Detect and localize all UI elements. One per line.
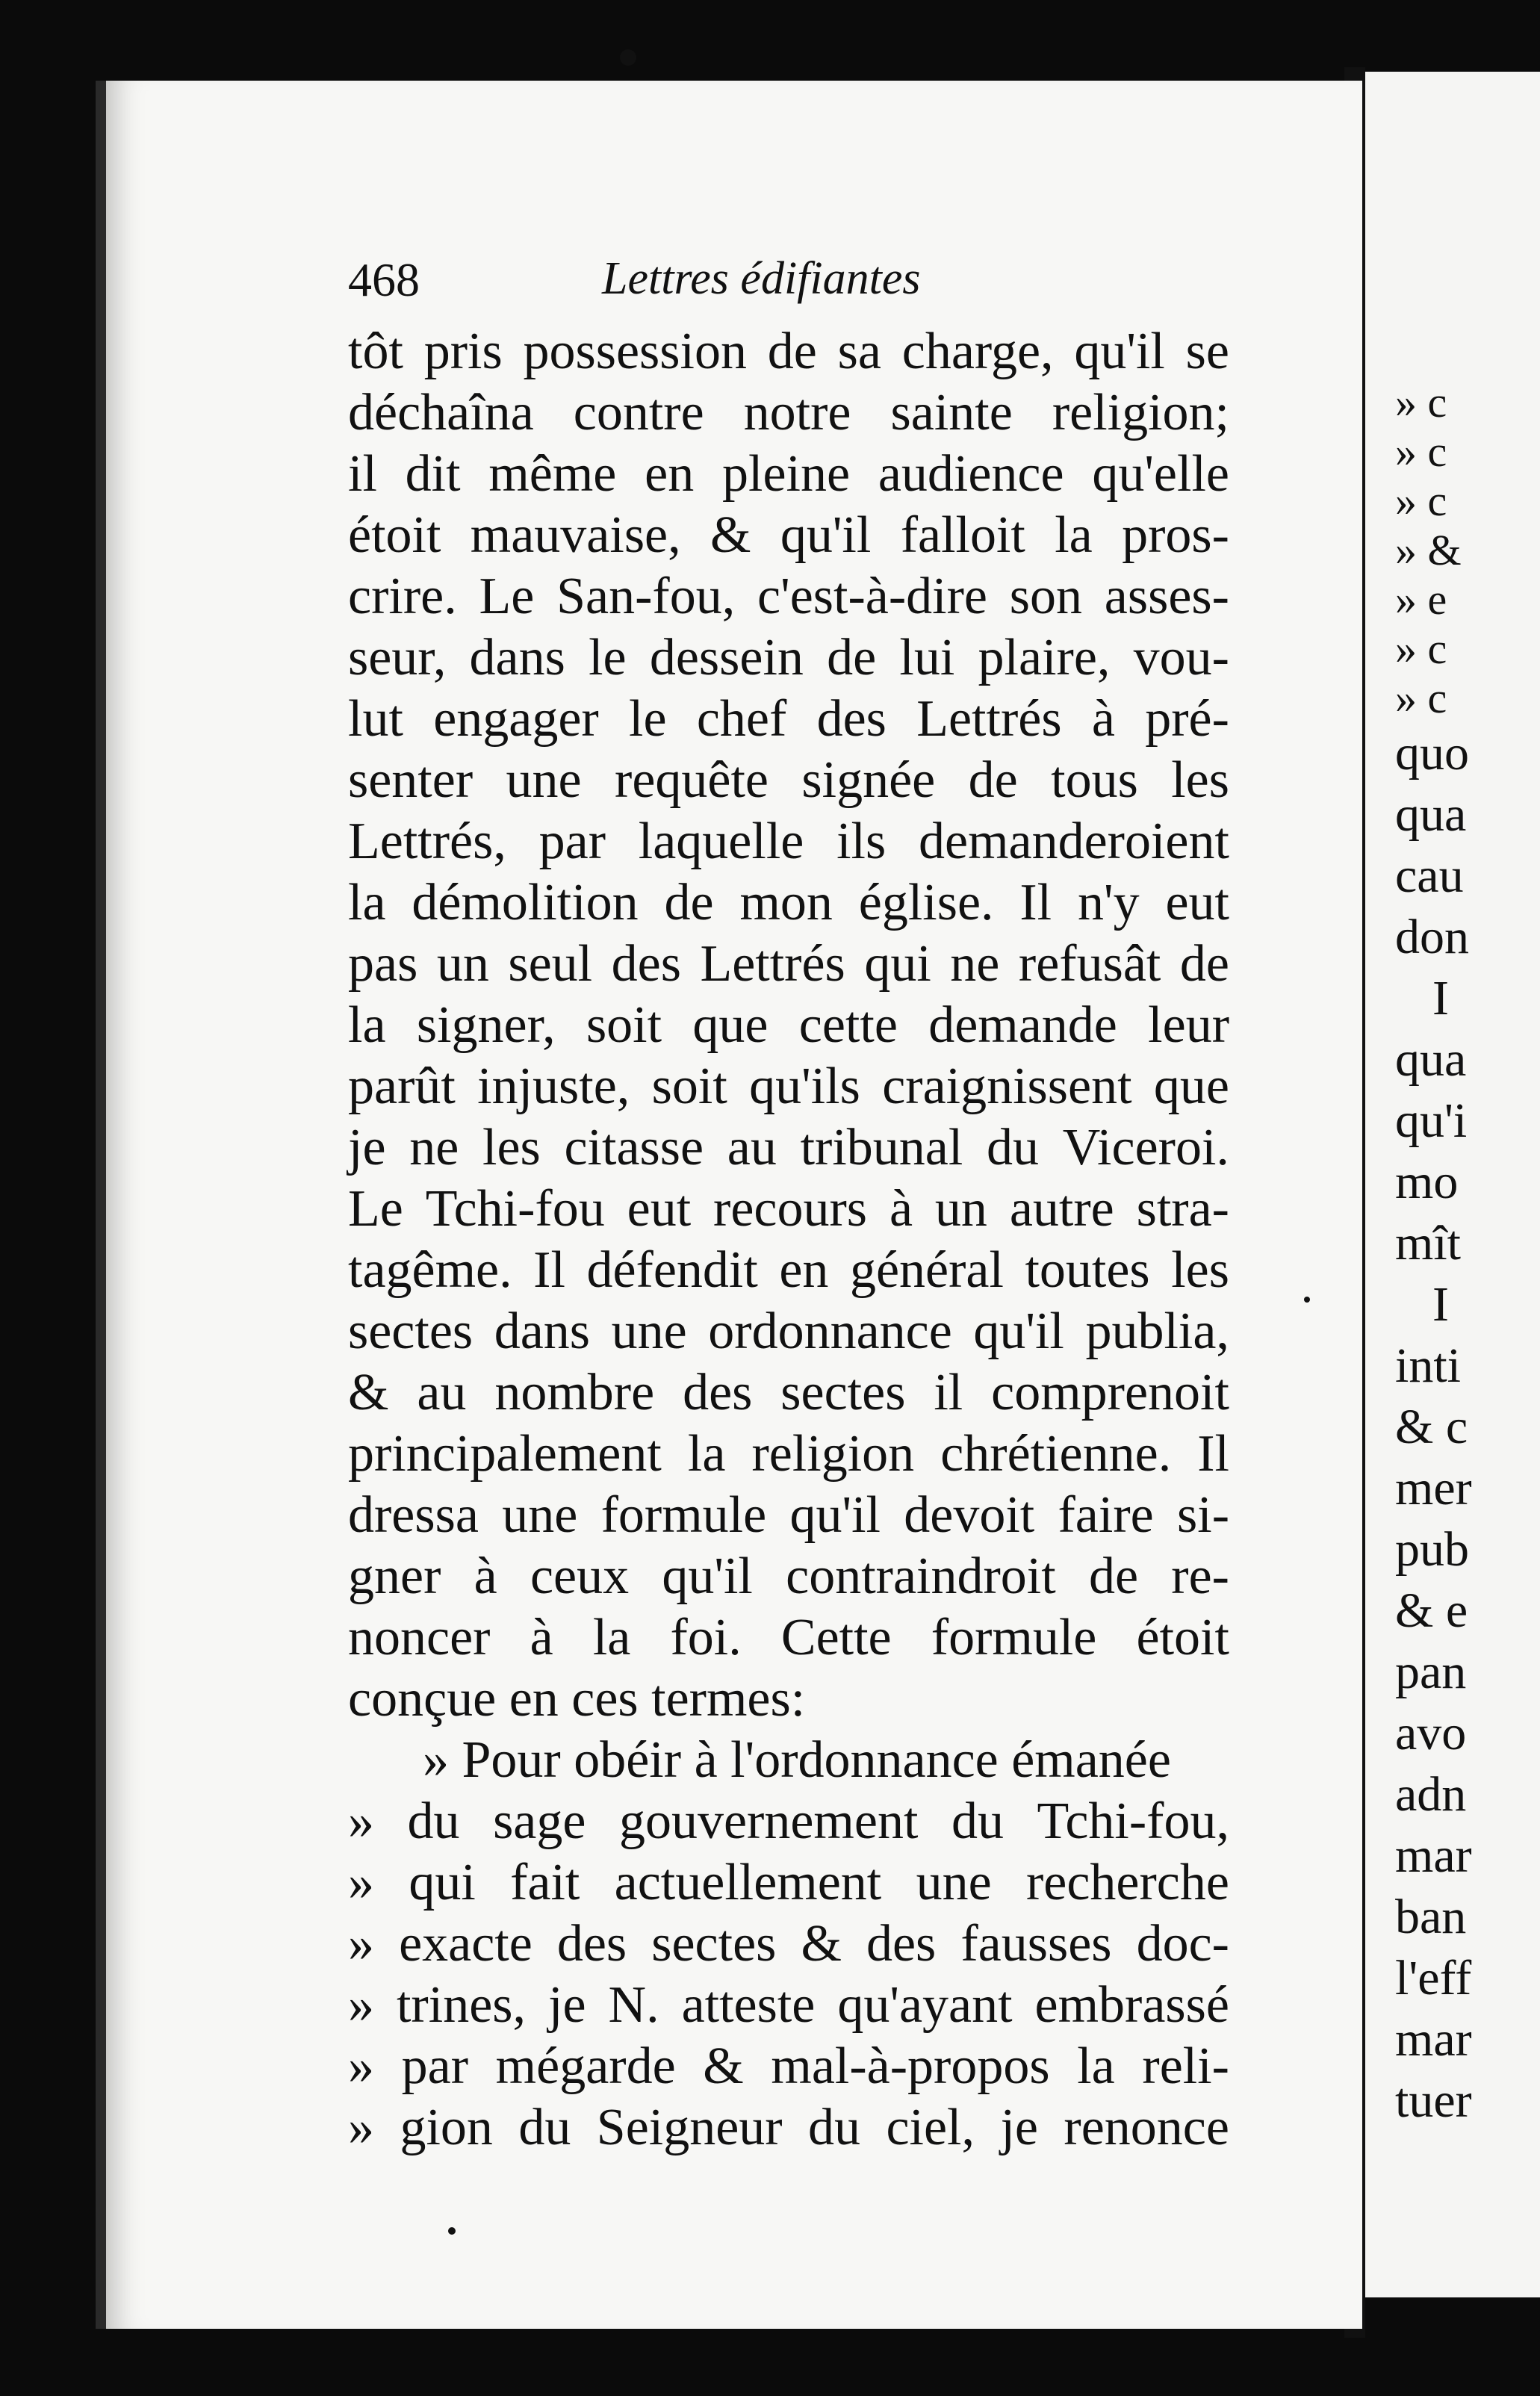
word: possession bbox=[523, 323, 747, 380]
fragment-line: » & bbox=[1395, 526, 1462, 574]
word: mal-à-propos bbox=[771, 2037, 1050, 2095]
word: la bbox=[1077, 2037, 1115, 2095]
word: cette bbox=[798, 996, 898, 1054]
word: n'y bbox=[1077, 874, 1140, 931]
word: gner bbox=[348, 1548, 441, 1605]
text-line bbox=[348, 689, 1229, 750]
word: devoit bbox=[904, 1486, 1035, 1544]
word: en bbox=[645, 445, 695, 503]
word: signée bbox=[801, 751, 936, 809]
word: mon bbox=[739, 874, 833, 931]
word: pas bbox=[348, 935, 418, 993]
quote-line bbox=[348, 2097, 1229, 2158]
text-line bbox=[348, 1607, 1229, 1669]
fragment-line: cau bbox=[1395, 848, 1464, 903]
word: tous bbox=[1051, 751, 1138, 809]
word: toutes bbox=[1025, 1241, 1150, 1299]
fragment-line: & c bbox=[1395, 1400, 1468, 1454]
word: contraindroit bbox=[786, 1548, 1056, 1605]
word: de bbox=[827, 629, 877, 686]
page-header bbox=[348, 252, 1319, 327]
quote-line bbox=[348, 1914, 1229, 1975]
word: lut bbox=[348, 690, 403, 748]
word: Il bbox=[533, 1241, 565, 1299]
body-text bbox=[348, 321, 1229, 2158]
fragment-line: mer bbox=[1395, 1461, 1472, 1515]
word: Cette bbox=[780, 1609, 892, 1666]
word: soit bbox=[586, 996, 662, 1054]
word: tagême. bbox=[348, 1241, 512, 1299]
word: Viceroi. bbox=[1062, 1119, 1229, 1176]
word: plaire, bbox=[978, 629, 1111, 686]
ink-speck bbox=[448, 2227, 456, 2235]
fragment-line: » c bbox=[1395, 427, 1447, 476]
word: » bbox=[348, 1854, 374, 1911]
word: dit bbox=[405, 445, 461, 503]
word: Le bbox=[479, 568, 535, 625]
fragment-line: don bbox=[1395, 910, 1469, 964]
fragment-line: I bbox=[1432, 1277, 1449, 1332]
word: recours bbox=[713, 1180, 868, 1238]
word: des bbox=[611, 935, 681, 993]
word: principalement bbox=[348, 1425, 662, 1483]
word: demande bbox=[928, 996, 1117, 1054]
word: qui bbox=[864, 935, 931, 993]
text-line bbox=[348, 1056, 1229, 1117]
text-line bbox=[348, 995, 1229, 1056]
word: noncer bbox=[348, 1609, 491, 1666]
word: qu'il bbox=[662, 1548, 753, 1605]
quote-line bbox=[348, 2036, 1229, 2097]
word: sa bbox=[837, 323, 881, 380]
word: je bbox=[548, 1976, 586, 2034]
word: le bbox=[629, 690, 667, 748]
word: religion bbox=[751, 1425, 915, 1483]
fragment-line: » c bbox=[1395, 674, 1447, 722]
word: religion; bbox=[1052, 384, 1229, 441]
word: dressa bbox=[348, 1486, 479, 1544]
word: les bbox=[482, 1119, 541, 1176]
word: étoit bbox=[1136, 1609, 1229, 1666]
quote-line bbox=[348, 1975, 1229, 2036]
word: San-fou, bbox=[556, 568, 736, 625]
word: seul bbox=[508, 935, 593, 993]
word: & bbox=[801, 1915, 842, 1973]
text-line bbox=[348, 934, 1229, 995]
word: foi. bbox=[670, 1609, 742, 1666]
word: formule bbox=[931, 1609, 1097, 1666]
word: général bbox=[849, 1241, 1004, 1299]
word: Seigneur bbox=[596, 2099, 783, 2156]
right-page bbox=[1365, 72, 1540, 2297]
word: formule bbox=[600, 1486, 767, 1544]
word: une bbox=[611, 1303, 687, 1360]
fragment-line: mar bbox=[1395, 2012, 1472, 2067]
word: sainte bbox=[890, 384, 1013, 441]
word: » bbox=[348, 1976, 374, 2034]
word: fausses bbox=[960, 1915, 1112, 1973]
word: un bbox=[436, 935, 489, 993]
word: Le bbox=[348, 1180, 403, 1238]
fragment-line: quo bbox=[1395, 726, 1469, 780]
word: des bbox=[866, 1915, 937, 1973]
word: & bbox=[348, 1364, 389, 1421]
ink-speck bbox=[1304, 1297, 1310, 1303]
word: démolition bbox=[412, 874, 639, 931]
word: du bbox=[808, 2099, 861, 2156]
quote-line bbox=[348, 1791, 1229, 1852]
word: de bbox=[767, 323, 817, 380]
word: leur bbox=[1148, 996, 1229, 1054]
word: étoit bbox=[348, 506, 441, 564]
word: la bbox=[687, 1425, 726, 1483]
ink-speck bbox=[620, 49, 636, 66]
word: faire bbox=[1058, 1486, 1154, 1544]
word: à bbox=[889, 1180, 913, 1238]
word: la bbox=[348, 874, 386, 931]
word: senter bbox=[348, 751, 474, 809]
word: qu'il bbox=[780, 506, 872, 564]
word: au bbox=[417, 1364, 467, 1421]
word: ne bbox=[950, 935, 1000, 993]
fragment-line: & e bbox=[1395, 1583, 1468, 1638]
word: si- bbox=[1177, 1486, 1229, 1544]
word: ceux bbox=[530, 1548, 630, 1605]
fragment-line: ban bbox=[1395, 1890, 1467, 1944]
word: au bbox=[727, 1119, 777, 1176]
word: une bbox=[502, 1486, 578, 1544]
word: son bbox=[1009, 568, 1083, 625]
text-line bbox=[348, 811, 1229, 872]
word: Tchi-fou, bbox=[1037, 1793, 1229, 1850]
word: en bbox=[779, 1241, 829, 1299]
word: seur, bbox=[348, 629, 447, 686]
word: qu'ayant bbox=[837, 1976, 1013, 2034]
fragment-line: I bbox=[1432, 971, 1449, 1025]
fragment-line: inti bbox=[1395, 1338, 1462, 1393]
fragment-line: adn bbox=[1395, 1767, 1467, 1822]
text-line bbox=[348, 627, 1229, 689]
word: falloit bbox=[900, 506, 1025, 564]
word: » bbox=[348, 2037, 374, 2095]
word: des bbox=[816, 690, 887, 748]
text-line bbox=[348, 1424, 1229, 1485]
word: nombre bbox=[494, 1364, 655, 1421]
word: fait bbox=[510, 1854, 580, 1911]
fragment-line: » c bbox=[1395, 624, 1447, 673]
word: lui bbox=[899, 629, 955, 686]
word: défendit bbox=[586, 1241, 758, 1299]
word: pros- bbox=[1122, 506, 1229, 564]
word: atteste bbox=[681, 1976, 816, 2034]
word: du bbox=[518, 2099, 571, 2156]
word: les bbox=[1171, 751, 1229, 809]
word: il bbox=[934, 1364, 963, 1421]
word: craignissent bbox=[882, 1058, 1132, 1115]
word: signer, bbox=[416, 996, 556, 1054]
word: c'est-à-dire bbox=[757, 568, 987, 625]
word: vou- bbox=[1133, 629, 1229, 686]
word: mégarde bbox=[495, 2037, 676, 2095]
word: Tchi-fou bbox=[425, 1180, 605, 1238]
word: la bbox=[348, 996, 386, 1054]
word: » bbox=[348, 1915, 374, 1973]
word: qui bbox=[409, 1854, 476, 1911]
right-page-text bbox=[1395, 378, 1540, 2132]
fragment-line: tuer bbox=[1395, 2073, 1472, 2128]
word: à bbox=[530, 1609, 553, 1666]
word: crire. bbox=[348, 568, 457, 625]
word: la bbox=[592, 1609, 631, 1666]
text-line bbox=[348, 566, 1229, 627]
word: se bbox=[1185, 323, 1229, 380]
word: actuellement bbox=[614, 1854, 882, 1911]
fragment-line: l'eff bbox=[1395, 1951, 1472, 2005]
word: eut bbox=[1165, 874, 1229, 931]
word: du bbox=[407, 1793, 460, 1850]
word: engager bbox=[433, 690, 599, 748]
word: doc- bbox=[1136, 1915, 1229, 1973]
word: ils bbox=[836, 813, 887, 870]
word: injuste, bbox=[477, 1058, 630, 1115]
word: renonce bbox=[1064, 2099, 1229, 2156]
word: le bbox=[589, 629, 627, 686]
text-line bbox=[348, 382, 1229, 444]
text-line bbox=[348, 505, 1229, 566]
word: citasse bbox=[564, 1119, 704, 1176]
word: & bbox=[703, 2037, 744, 2095]
word: que bbox=[1153, 1058, 1229, 1115]
word: dans bbox=[494, 1303, 591, 1360]
word: embrassé bbox=[1034, 1976, 1229, 2034]
word: Lettrés bbox=[916, 690, 1062, 748]
fragment-line: mo bbox=[1395, 1155, 1459, 1209]
word: eut bbox=[627, 1180, 692, 1238]
fragment-line: avo bbox=[1395, 1706, 1467, 1760]
quote-line: » Pour obéir à l'ordonnance émanée bbox=[423, 1731, 1171, 1789]
fragment-line: qu'i bbox=[1395, 1093, 1468, 1148]
word: & bbox=[710, 506, 751, 564]
running-head: Lettres édifiantes bbox=[602, 253, 921, 304]
word: sectes bbox=[651, 1915, 777, 1973]
word: qu'il bbox=[789, 1486, 881, 1544]
word: chef bbox=[696, 690, 787, 748]
word: par bbox=[538, 813, 606, 870]
fragment-line: mar bbox=[1395, 1828, 1472, 1883]
word: sage bbox=[493, 1793, 586, 1850]
word: de bbox=[664, 874, 714, 931]
word: publia, bbox=[1085, 1303, 1229, 1360]
text-line bbox=[348, 1362, 1229, 1424]
word: je bbox=[348, 1119, 386, 1176]
word: même bbox=[488, 445, 617, 503]
fragment-line: » c bbox=[1395, 378, 1447, 426]
word: qu'ils bbox=[749, 1058, 860, 1115]
word: Il bbox=[1019, 874, 1052, 931]
fragment-line: » e bbox=[1395, 575, 1447, 624]
word: refusât bbox=[1018, 935, 1161, 993]
word: de bbox=[1179, 935, 1229, 993]
word: trines, bbox=[396, 1976, 527, 2034]
word: qu'elle bbox=[1092, 445, 1229, 503]
page-number: 468 bbox=[348, 253, 420, 306]
fragment-line: pan bbox=[1395, 1645, 1467, 1699]
word: une bbox=[916, 1854, 992, 1911]
word: que bbox=[692, 996, 769, 1054]
word: chrétienne. bbox=[940, 1425, 1172, 1483]
text-line bbox=[348, 321, 1229, 382]
word: de bbox=[1088, 1548, 1139, 1605]
text-line bbox=[348, 1240, 1229, 1301]
word: du bbox=[951, 1793, 1004, 1850]
word: du bbox=[987, 1119, 1039, 1176]
word: gouvernement bbox=[618, 1793, 919, 1850]
fragment-line: » c bbox=[1395, 477, 1447, 525]
word: ordonnance bbox=[708, 1303, 952, 1360]
word: Il bbox=[1197, 1425, 1229, 1483]
word: » bbox=[348, 2099, 374, 2156]
quote-line bbox=[348, 1852, 1229, 1914]
word: les bbox=[1171, 1241, 1229, 1299]
text-line bbox=[348, 872, 1229, 934]
word: exacte bbox=[399, 1915, 533, 1973]
word: mauvaise, bbox=[470, 506, 681, 564]
word: des bbox=[556, 1915, 627, 1973]
word: » bbox=[348, 1793, 374, 1850]
word: autre bbox=[1009, 1180, 1114, 1238]
word: dessein bbox=[649, 629, 804, 686]
word: pré- bbox=[1145, 690, 1229, 748]
word: pris bbox=[423, 323, 503, 380]
word: contre bbox=[573, 384, 704, 441]
word: tribunal bbox=[800, 1119, 963, 1176]
word: soit bbox=[651, 1058, 727, 1115]
word: ciel, bbox=[886, 2099, 975, 2156]
word: déchaîna bbox=[348, 384, 534, 441]
text-line bbox=[348, 1485, 1229, 1546]
word: Lettrés, bbox=[348, 813, 506, 870]
word: stra- bbox=[1136, 1180, 1229, 1238]
text-line bbox=[348, 1301, 1229, 1362]
text-line bbox=[348, 1546, 1229, 1607]
word: une bbox=[506, 751, 582, 809]
word: des bbox=[683, 1364, 753, 1421]
word: ne bbox=[409, 1119, 459, 1176]
word: laquelle bbox=[638, 813, 804, 870]
word: reli- bbox=[1142, 2037, 1229, 2095]
word: re- bbox=[1171, 1548, 1229, 1605]
word: notre bbox=[743, 384, 851, 441]
word: parût bbox=[348, 1058, 456, 1115]
word: tôt bbox=[348, 323, 403, 380]
fragment-line: qua bbox=[1395, 1032, 1467, 1087]
word: à bbox=[474, 1548, 497, 1605]
text-line bbox=[348, 444, 1229, 505]
word: église. bbox=[858, 874, 994, 931]
word: N. bbox=[608, 1976, 659, 2034]
word: à bbox=[1091, 690, 1115, 748]
word: comprenoit bbox=[991, 1364, 1229, 1421]
word: qu'il bbox=[973, 1303, 1064, 1360]
word: pleine bbox=[722, 445, 851, 503]
word: sectes bbox=[348, 1303, 474, 1360]
word: demanderoient bbox=[919, 813, 1229, 870]
word: par bbox=[401, 2037, 469, 2095]
word: un bbox=[934, 1180, 987, 1238]
fragment-line: mît bbox=[1395, 1216, 1462, 1270]
word: qu'il bbox=[1074, 323, 1165, 380]
word: gion bbox=[400, 2099, 493, 2156]
word: dans bbox=[469, 629, 565, 686]
word: sectes bbox=[780, 1364, 906, 1421]
word: la bbox=[1055, 506, 1093, 564]
word: audience bbox=[878, 445, 1064, 503]
word: recherche bbox=[1025, 1854, 1229, 1911]
word: requête bbox=[615, 751, 769, 809]
word: Lettrés bbox=[700, 935, 845, 993]
fragment-line: pub bbox=[1395, 1522, 1469, 1577]
text-line bbox=[348, 1179, 1229, 1240]
word: il bbox=[348, 445, 377, 503]
text-line: conçue en ces termes: bbox=[348, 1670, 806, 1728]
word: charge, bbox=[901, 323, 1054, 380]
text-line bbox=[348, 1117, 1229, 1179]
word: asses- bbox=[1104, 568, 1229, 625]
text-line bbox=[348, 750, 1229, 811]
word: je bbox=[1000, 2099, 1038, 2156]
fragment-line: qua bbox=[1395, 787, 1467, 842]
word: de bbox=[968, 751, 1018, 809]
